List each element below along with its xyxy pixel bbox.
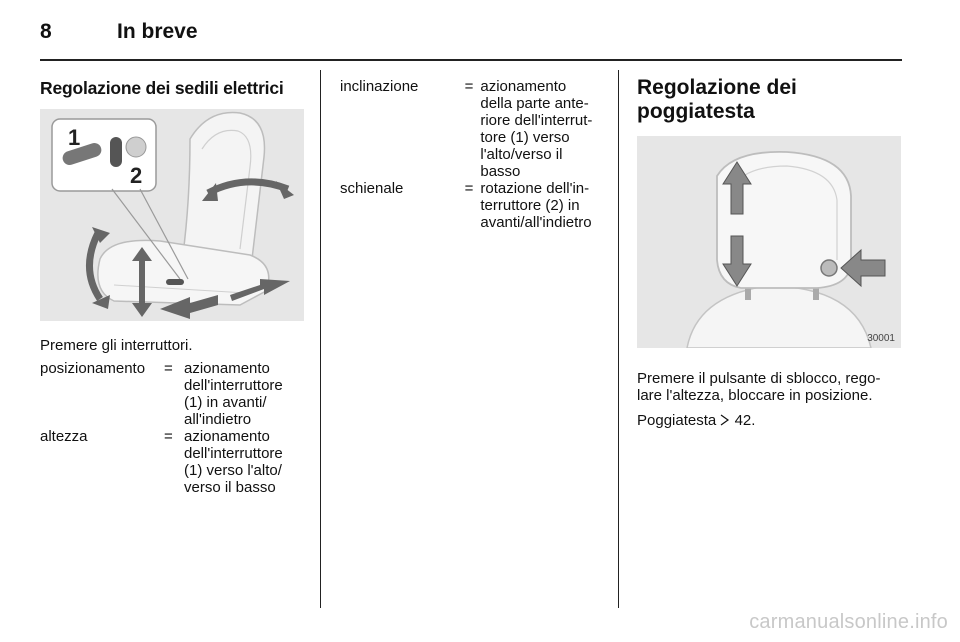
definition-desc (184, 428, 304, 496)
definition-eq: = (164, 360, 173, 377)
desc-line: basso (480, 163, 521, 180)
seat-definitions (40, 360, 304, 496)
seat-section-title: Regolazione dei sedili elettrici (40, 78, 284, 98)
desc-line: tore (1) verso (480, 129, 570, 146)
definition-term: altezza (40, 428, 88, 445)
definition-term: schienale (340, 180, 404, 197)
instruction-line: lare l'altezza, bloccare in posizione. (637, 387, 873, 404)
definition-row (40, 360, 304, 428)
headrest-illustration (637, 136, 901, 348)
definition-eq: = (464, 78, 474, 95)
desc-line: verso il basso (184, 479, 276, 496)
headrest-cross-reference[interactable] (637, 412, 901, 429)
desc-line: azionamento (184, 360, 270, 377)
arrow-right-outline-icon (720, 414, 730, 426)
section-name: In breve (117, 20, 198, 43)
seat-definitions-continued (340, 78, 604, 231)
seat-figure (40, 109, 304, 321)
desc-line: della parte ante- (480, 95, 589, 112)
desc-line: all'indietro (184, 411, 252, 428)
headrest-title-line: Regolazione dei (637, 76, 797, 99)
desc-line: azionamento (480, 78, 567, 95)
column-divider-1 (320, 70, 321, 608)
desc-line: riore dell'interrut- (480, 112, 593, 129)
column-1 (40, 72, 304, 496)
desc-line: avanti/all'indietro (480, 214, 592, 231)
column-3 (637, 72, 901, 429)
header-rule (40, 59, 902, 61)
seat-intro-text: Premere gli interruttori. (40, 337, 193, 354)
page-header (40, 16, 902, 56)
desc-line: (1) in avanti/ (184, 394, 267, 411)
desc-line: dell'interruttore (184, 445, 283, 462)
seat-illustration (40, 109, 304, 321)
definition-desc (184, 360, 304, 428)
headrest-instructions (637, 370, 901, 404)
column-divider-2 (618, 70, 619, 608)
desc-line: (1) verso l'alto/ (184, 462, 282, 479)
definition-row (40, 428, 304, 496)
desc-line: terruttore (2) in (480, 197, 580, 214)
watermark: carmanualsonline.info (749, 611, 948, 633)
desc-line: azionamento (184, 428, 270, 445)
definition-desc (480, 180, 604, 231)
headrest-section-title (637, 76, 901, 124)
page-number: 8 (40, 20, 52, 43)
definition-eq: = (164, 428, 173, 445)
headrest-figure (637, 136, 901, 348)
figure-label-1: 1 (68, 125, 81, 150)
column-2 (340, 78, 604, 231)
definition-term: inclinazione (340, 78, 419, 95)
definition-row (340, 78, 604, 180)
definition-eq: = (464, 180, 474, 197)
desc-line: dell'interruttore (184, 377, 283, 394)
desc-line: l'alto/verso il (480, 146, 563, 163)
xref-text: Poggiatesta (637, 412, 717, 429)
figure-code: 30001 (867, 333, 895, 344)
instruction-line: Premere il pulsante di sblocco, rego- (637, 370, 881, 387)
headrest-title-line: poggiatesta (637, 100, 755, 123)
definition-term: posizionamento (40, 360, 146, 377)
desc-line: rotazione dell'in- (480, 180, 590, 197)
figure-label-2: 2 (130, 163, 143, 188)
xref-page: 42. (734, 412, 756, 429)
definition-desc (480, 78, 604, 180)
definition-row (340, 180, 604, 231)
